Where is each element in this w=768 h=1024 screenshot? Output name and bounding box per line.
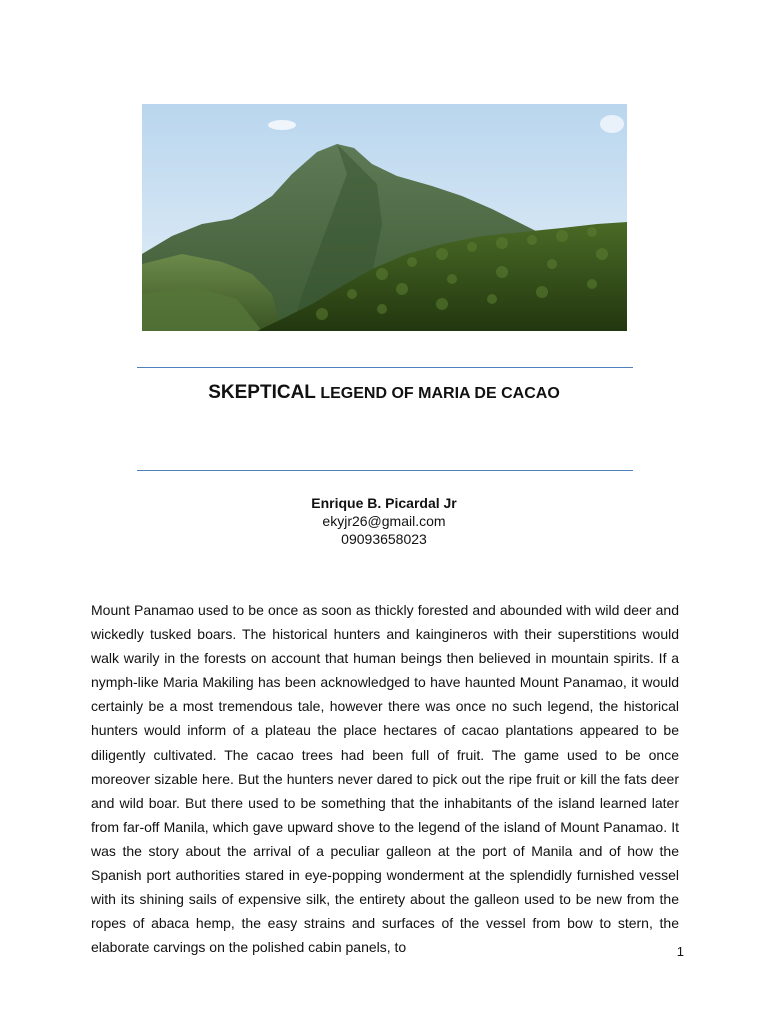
bottom-divider: [137, 470, 633, 471]
author-block: [0, 494, 768, 548]
title-part-2: LEGEND OF MARIA DE CACAO: [320, 385, 560, 402]
body-paragraph: Mount Panamao used to be once as soon as thickly forested and abounded with wild deer and wickedly tusked boars. The historical hunters and kaingineros with their superstitions would walk warily in the forests on account that human beings then believed in mountain spirits. If a nymph-like Maria Makiling has been acknowledged to have haunted Mount Panamao, it would certainly be a most tremendous tale, however there was once no such legend, the historical hunters would inform of a plateau the place hectares of cacao plantations appeared to be diligently cultivated. The cacao trees had been full of fruit. The game used to be once moreover sizable here. But the hunters never dared to pick out the ripe fruit or kill the fats deer and wild boar. But there used to be something that the inhabitants of the island learned later from far-off Manila, which gave upward shove to the legend of the island of Mount Panamao. It was the story about the arrival of a peculiar galleon at the port of Manila and of how the Spanish port authorities stared in eye-popping wonderment at the splendidly furnished vessel with its shining sails of expensive silk, the entirety about the galleon used to be new from the ropes of abaca hemp, the easy strains and surfaces of the vessel from bow to stern, the elaborate carvings on the polished cabin panels, to: [91, 602, 679, 956]
cover-photo: [142, 104, 627, 331]
mountain-landscape-image: [142, 104, 627, 331]
top-divider: [137, 367, 633, 368]
body-text: [91, 598, 679, 959]
title-part-1: SKEPTICAL: [208, 382, 316, 403]
author-name: Enrique B. Picardal Jr: [311, 495, 457, 511]
author-phone: 09093658023: [341, 531, 427, 547]
page-number: 1: [676, 944, 684, 959]
author-email: ekyjr26@gmail.com: [322, 513, 446, 529]
document-title: [0, 382, 768, 404]
